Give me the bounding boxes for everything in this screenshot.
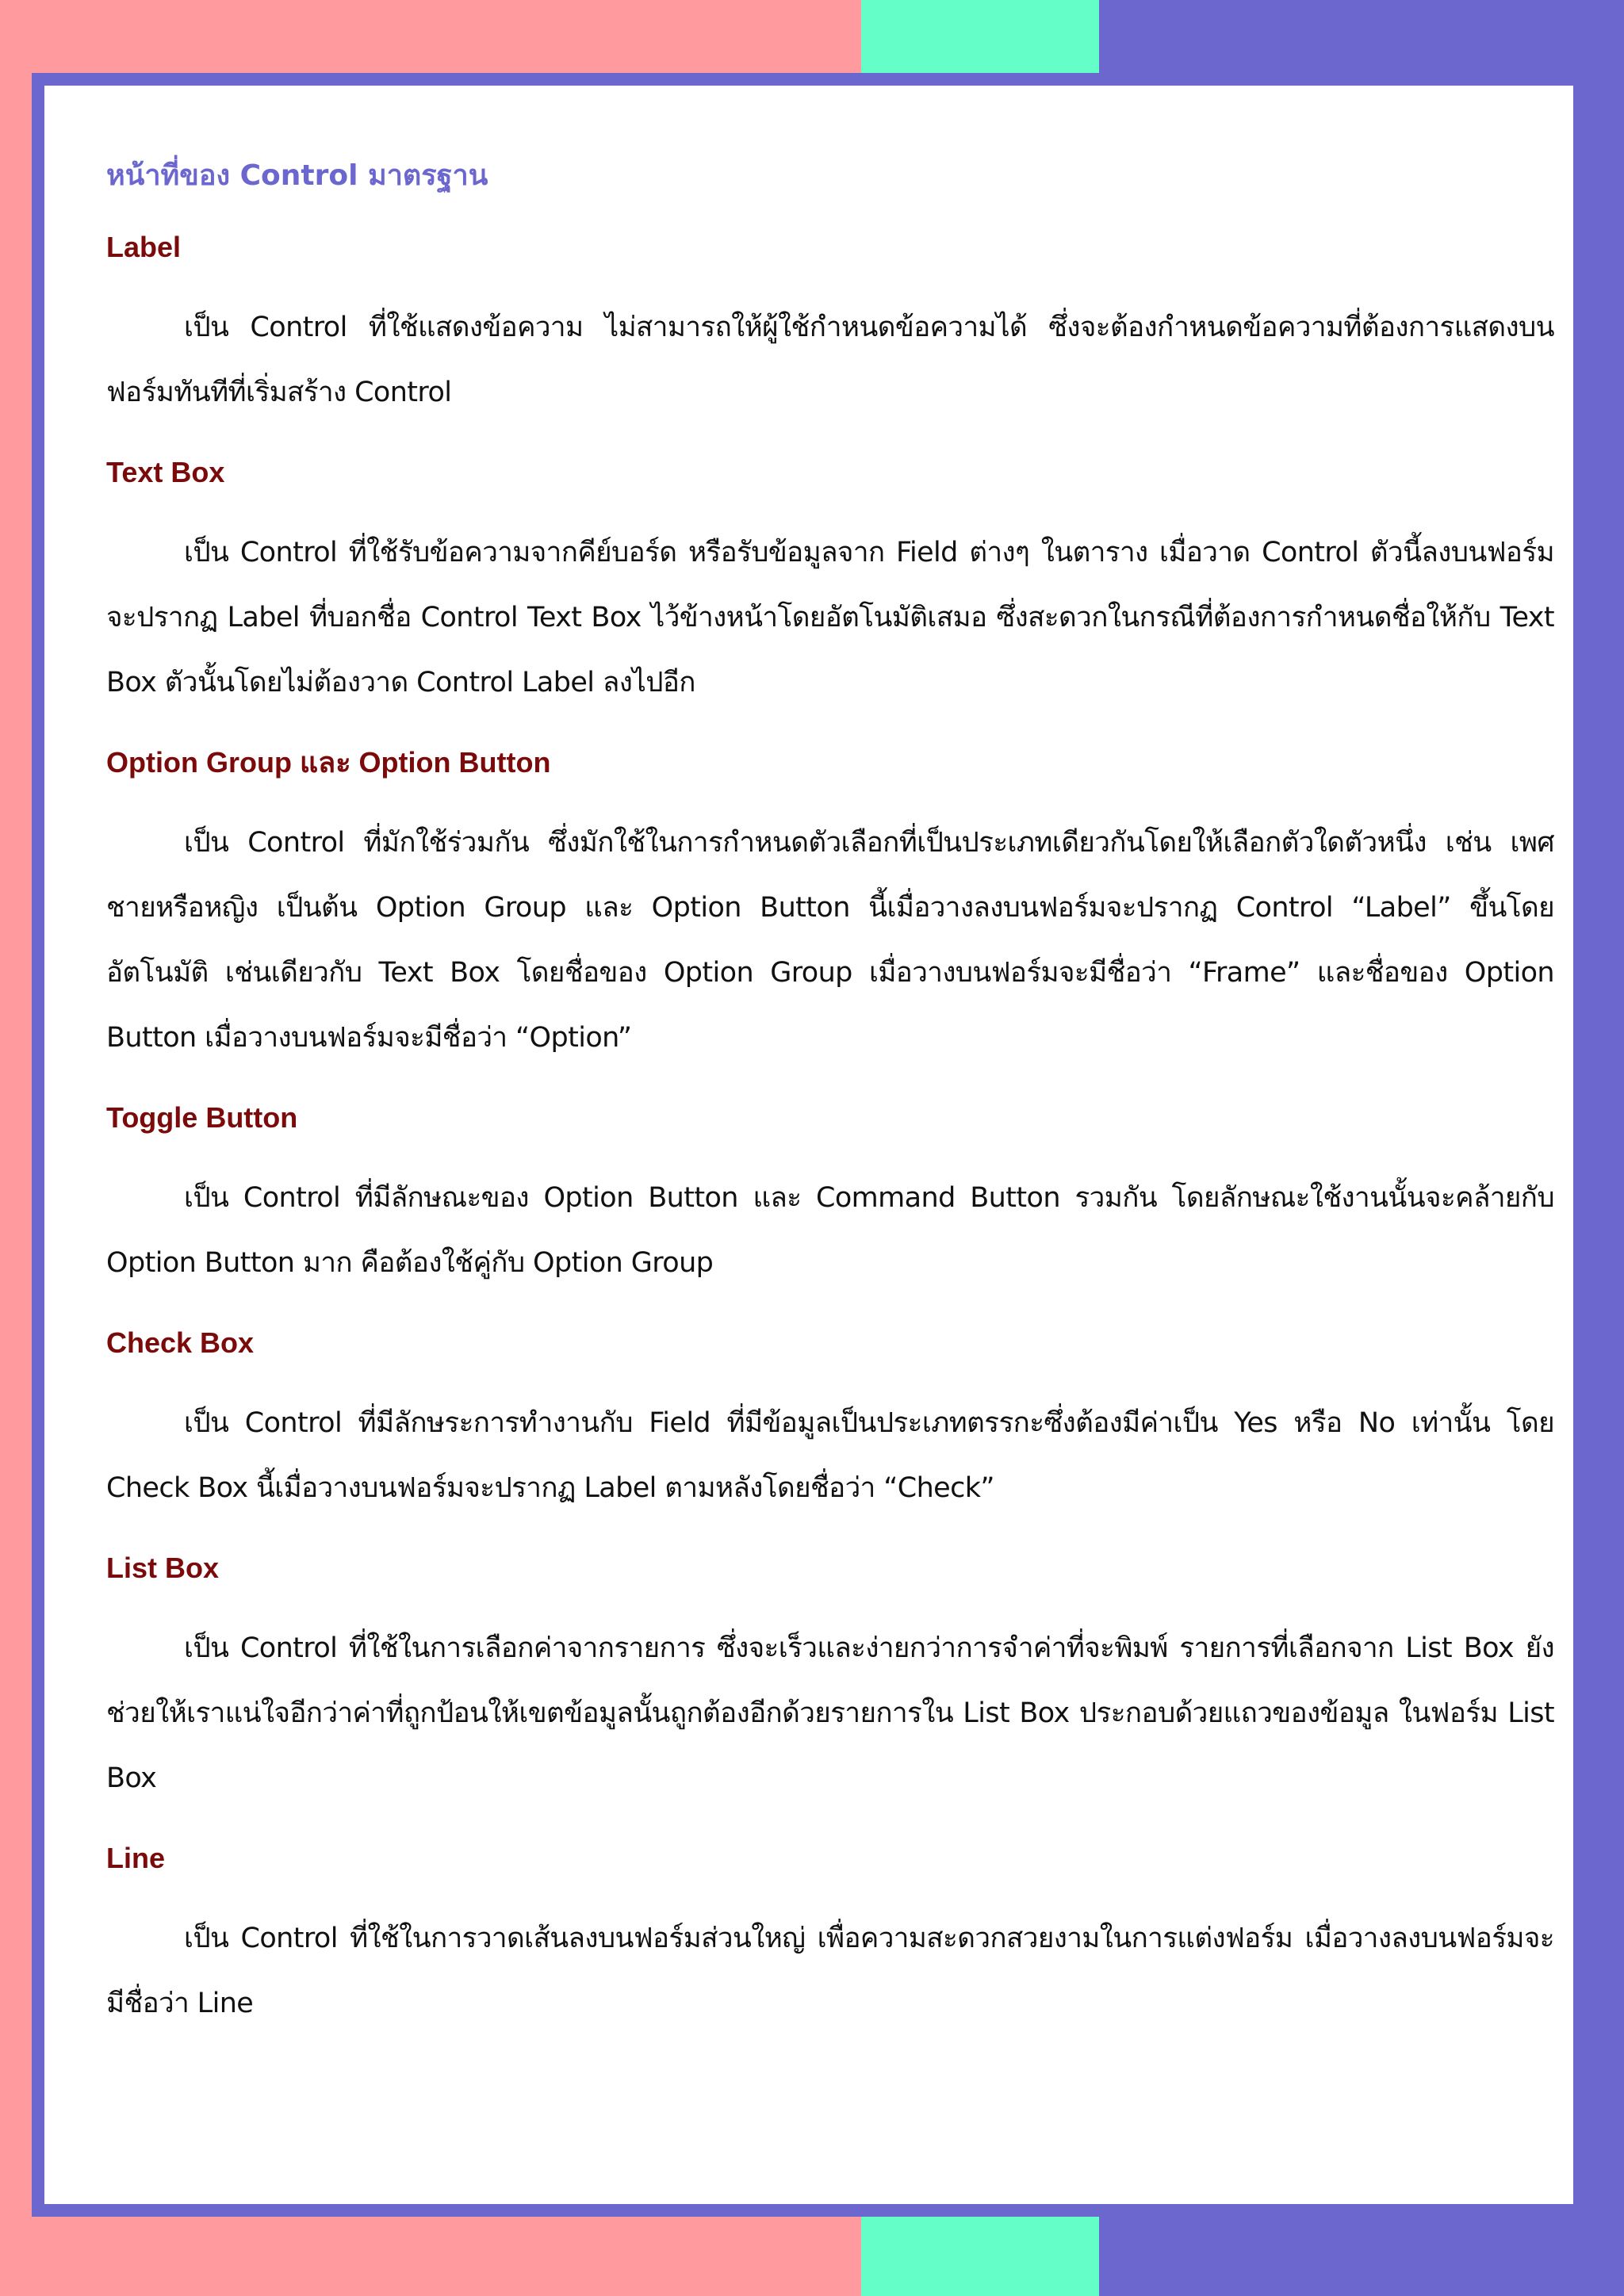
section-heading: Option Group และ Option Button	[106, 746, 551, 779]
page-title: หน้าที่ของ Control มาตรฐาน	[106, 159, 488, 192]
section-option-group	[106, 745, 1554, 1070]
section-paragraph: เป็น Control ที่ใช้แสดงข้อความ ไม่สามารถให้ผู้ใช้กำหนดข้อความได้ ซึ่งจะต้องกำหนดข้อความที่ต้องการแสดงบนฟอร์มทันทีที่เริ่มสร้าง Control	[106, 312, 1554, 408]
section-text-box	[106, 455, 1554, 715]
section-toggle-button	[106, 1100, 1554, 1295]
document-page	[44, 86, 1573, 2204]
section-heading: Check Box	[106, 1326, 255, 1359]
section-label	[106, 230, 1554, 425]
section-heading: Text Box	[106, 456, 225, 488]
section-heading: Line	[106, 1842, 166, 1874]
section-heading: Label	[106, 231, 182, 263]
section-paragraph: เป็น Control ที่ใช้ในการวาดเส้นลงบนฟอร์มส่วนใหญ่ เพื่อความสะดวกสวยงามในการแต่งฟอร์ม เมื่อวางลงบนฟอร์มจะมีชื่อว่า Line	[106, 1923, 1554, 2019]
section-paragraph: เป็น Control ที่ใช้รับข้อความจากคีย์บอร์ด หรือรับข้อมูลจาก Field ต่างๆ ในตาราง เมื่อวาด Control ตัวนี้ลงบนฟอร์มจะปรากฏ Label ที่บอกชื่อ Control Text Box ไว้ข้างหน้าโดยอัตโนมัติเสมอ ซึ่งสะดวกในกรณีที่ต้องการกำหนดชื่อให้กับ Text Box ตัวนั้นโดยไม่ต้องวาด Control Label ลงไปอีก	[106, 537, 1554, 698]
section-list-box	[106, 1551, 1554, 1811]
section-line	[106, 1841, 1554, 2036]
section-paragraph: เป็น Control ที่ใช้ในการเลือกค่าจากรายการ ซึ่งจะเร็วและง่ายกว่าการจำค่าที่จะพิมพ์ รายการที่เลือกจาก List Box ยังช่วยให้เราแน่ใจอีกว่าค่าที่ถูกป้อนให้เขตข้อมูลนั้นถูกต้องอีกด้วยรายการใน List Box ประกอบด้วยแถวของข้อมูล ในฟอร์ม List Box	[106, 1632, 1554, 1794]
section-heading: Toggle Button	[106, 1101, 298, 1134]
section-heading: List Box	[106, 1552, 220, 1584]
section-check-box	[106, 1326, 1554, 1521]
section-paragraph: เป็น Control ที่มีลักษณะของ Option Button และ Command Button รวมกัน โดยลักษณะใช้งานนั้นจะคล้ายกับ Option Button มาก คือต้องใช้คู่กับ Option Group	[106, 1182, 1554, 1279]
section-paragraph: เป็น Control ที่มีลักษระการทำงานกับ Field ที่มีข้อมูลเป็นประเภทตรรกะซึ่งต้องมีค่าเป็น Yes หรือ No เท่านั้น โดย Check Box นี้เมื่อวางบนฟอร์มจะปรากฏ Label ตามหลังโดยชื่อว่า “Check”	[106, 1407, 1554, 1504]
section-paragraph: เป็น Control ที่มักใช้ร่วมกัน ซึ่งมักใช้ในการกำหนดตัวเลือกที่เป็นประเภทเดียวกันโดยให้เลือกตัวใดตัวหนึ่ง เช่น เพศ ชายหรือหญิง เป็นต้น Option Group และ Option Button นี้เมื่อวางลงบนฟอร์มจะปรากฏ Control “Label” ขึ้นโดยอัตโนมัติ เช่นเดียวกับ Text Box โดยชื่อของ Option Group เมื่อวางบนฟอร์มจะมีชื่อว่า “Frame” และชื่อของ Option Button เมื่อวางบนฟอร์มจะมีชื่อว่า “Option”	[106, 827, 1554, 1054]
document-content	[106, 159, 1554, 2066]
